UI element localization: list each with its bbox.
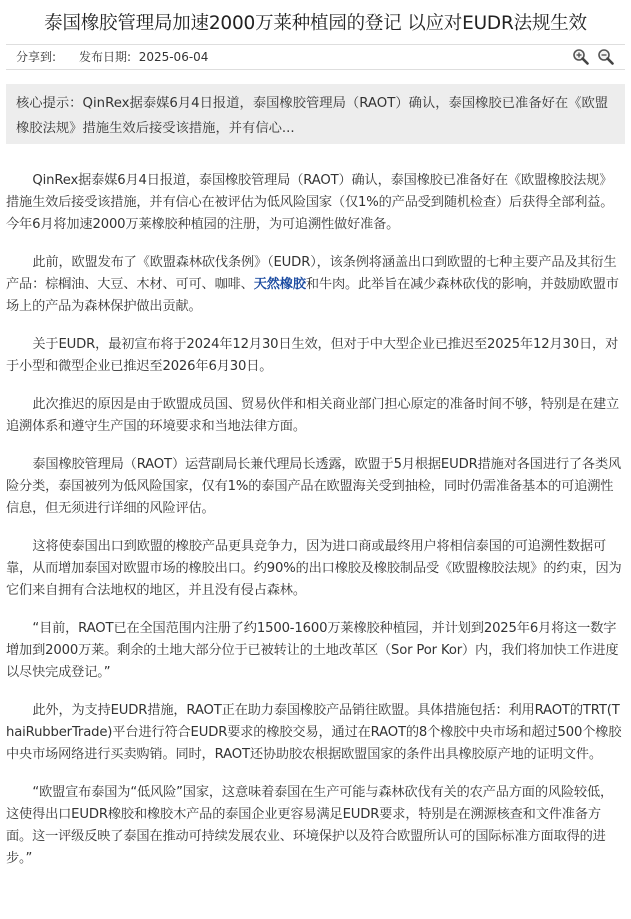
zoom-out-icon[interactable]	[597, 48, 614, 65]
publish-date-value: 2025-06-04	[138, 50, 209, 64]
publish-date-label: 发布日期:	[79, 50, 132, 64]
paragraph-9: “欧盟宣布泰国为“低风险”国家，这意味着泰国在生产可能与森林砍伐有关的农产品方面的风险较低，这使得出口EUDR橡胶和橡胶木产品的泰国企业更容易满足EUDR要求，特别是在溯源核查和文件准备方面。这一评级反映了泰国在推动可持续发展农业、环境保护以及符合欧盟所认可的国际标准方面取得的进步。”	[6, 785, 614, 866]
paragraph-2-text-b: 和牛肉。此举旨在减少森林砍伐的影响，并鼓励欧盟市场上的产品为森林保护做出贡献。	[6, 277, 619, 314]
paragraph-2	[6, 252, 625, 318]
paragraph-3: 关于EUDR，最初宣布将于2024年12月30日生效，但对于中大型企业已推迟至2025年12月30日，对于小型和微型企业已推迟至2026年6月30日。	[6, 337, 619, 374]
paragraph-8: 此外，为支持EUDR措施，RAOT正在助力泰国橡胶产品销往欧盟。具体措施包括：利用RAOT的TRT(ThaiRubberTrade)平台进行符合EUDR要求的橡胶交易，通过在RAOT的8个橡胶中央市场和超过500个橡胶中央市场网络进行买卖购销。同时，RAOT还协助胶农根据欧盟国家的条件出具橡胶原产地的证明文件。	[6, 703, 622, 762]
summary-text: 核心提示：QinRex据泰媒6月4日报道，泰国橡胶管理局（RAOT）确认，泰国橡胶已准备好在《欧盟橡胶法规》措施生效后接受该措施，并有信心...	[16, 96, 609, 136]
publish-date	[79, 45, 208, 69]
paragraph-5: 泰国橡胶管理局（RAOT）运营副局长兼代理局长透露，欧盟于5月根据EUDR措施对各国进行了各类风险分类，泰国被列为低风险国家，仅有1%的泰国产品在欧盟海关受到抽检，同时仍需准备基本的可追溯性信息，但无须进行详细的风险评估。	[6, 457, 622, 516]
zoom-in-icon[interactable]	[572, 48, 589, 65]
paragraph-2-text-a: 此前，欧盟发布了《欧盟森林砍伐条例》（EUDR），该条例将涵盖出口到欧盟的七种主要产品及其衍生产品：棕榈油、大豆、木材、可可、咖啡、	[6, 255, 617, 292]
paragraph-1: QinRex据泰媒6月4日报道，泰国橡胶管理局（RAOT）确认，泰国橡胶已准备好在《欧盟橡胶法规》措施生效后接受该措施，并有信心在被评估为低风险国家（仅1%的产品受到随机检查）后获得全部利益。今年6月将加速2000万莱橡胶种植园的注册，为可追溯性做好准备。	[6, 173, 614, 232]
article-summary-box	[6, 84, 625, 144]
paragraph-7: “目前，RAOT已在全国范围内注册了约1500-1600万莱橡胶种植园，并计划到2025年6月将这一数字增加到2000万莱。剩余的土地大部分位于已被转让的土地改革区（Sor Por Kor）内，我们将加快工作进度以尽快完成登记。”	[6, 621, 619, 680]
paragraph-4: 此次推迟的原因是由于欧盟成员国、贸易伙伴和相关商业部门担心原定的准备时间不够，特别是在建立追溯体系和遵守生产国的环境要求和当地法律方面。	[6, 397, 620, 434]
article-meta-bar	[6, 44, 625, 70]
article-title: 泰国橡胶管理局加速2000万莱种植园的登记 以应对EUDR法规生效	[44, 13, 587, 34]
article-body	[0, 144, 631, 870]
share-label: 分享到:	[16, 50, 57, 64]
paragraph-6: 这将使泰国出口到欧盟的橡胶产品更具竞争力，因为进口商或最终用户将相信泰国的可追溯性数据可靠，从而增加泰国对欧盟市场的橡胶出口。约90%的出口橡胶及橡胶制品受《欧盟橡胶法规》的约束，因为它们来自拥有合法地权的地区，并且没有侵占森林。	[6, 539, 622, 598]
keyword-link-natural-rubber[interactable]: 天然橡胶	[253, 277, 306, 292]
